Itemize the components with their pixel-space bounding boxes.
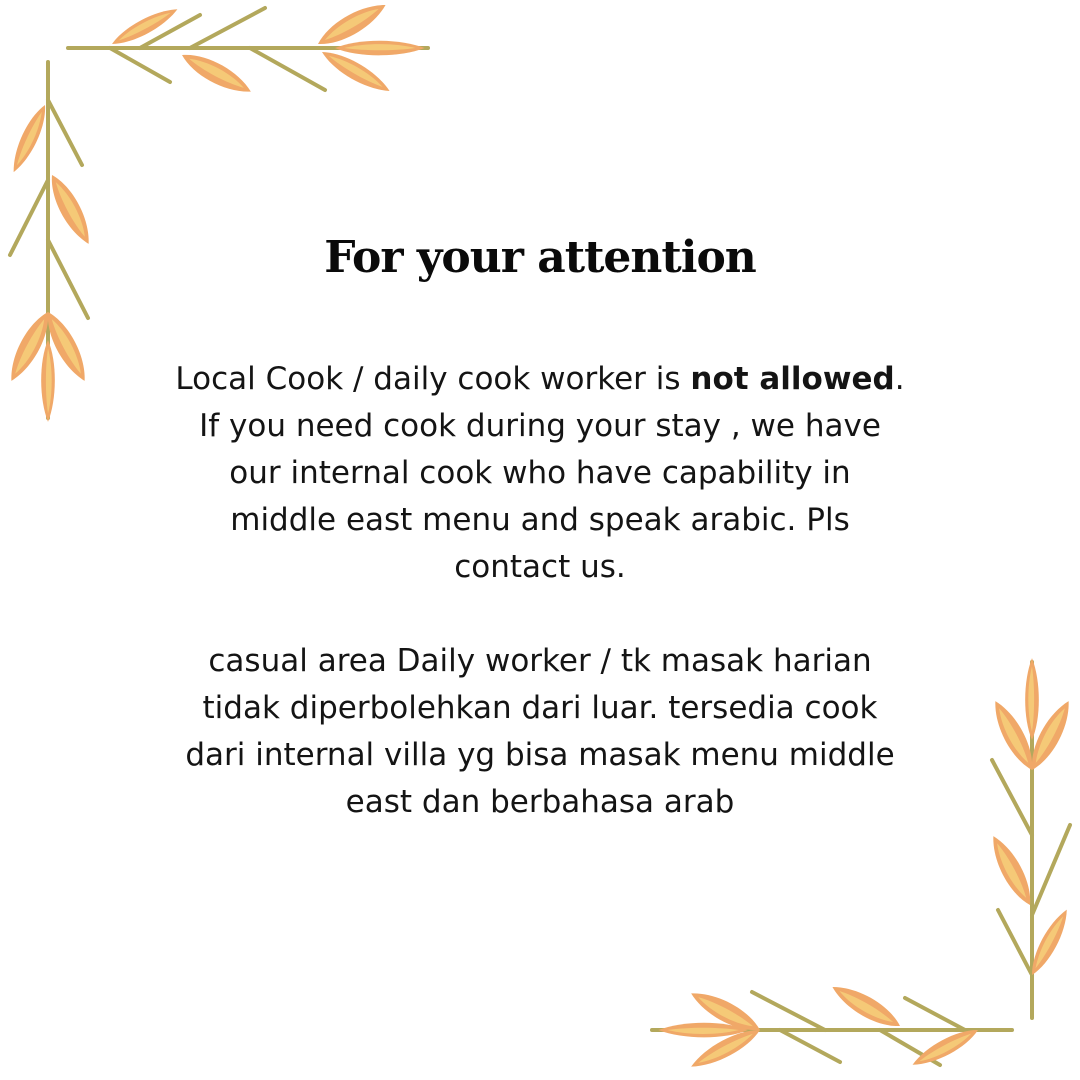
english-line-1-period: .: [894, 361, 905, 397]
english-line-4: middle east menu and speak arabic. Pls: [230, 502, 850, 538]
english-line-5: contact us.: [454, 549, 626, 585]
indonesian-line-4: east dan berbahasa arab: [345, 784, 735, 820]
english-line-3: our internal cook who have capability in: [229, 455, 851, 491]
not-allowed-emphasis: not allowed: [690, 361, 895, 397]
english-notice-paragraph: [130, 356, 950, 591]
english-line-1-text: Local Cook / daily cook worker is: [175, 361, 691, 397]
indonesian-line-2: tidak diperbolehkan dari luar. tersedia cook: [202, 690, 878, 726]
english-line-2: If you need cook during your stay , we have: [199, 408, 881, 444]
indonesian-line-3: dari internal villa yg bisa masak menu middle: [185, 737, 895, 773]
indonesian-notice-paragraph: [130, 638, 950, 826]
english-line-1: [130, 356, 950, 403]
indonesian-line-1: casual area Daily worker / tk masak harian: [208, 643, 872, 679]
page-title: For your attention: [324, 232, 756, 283]
